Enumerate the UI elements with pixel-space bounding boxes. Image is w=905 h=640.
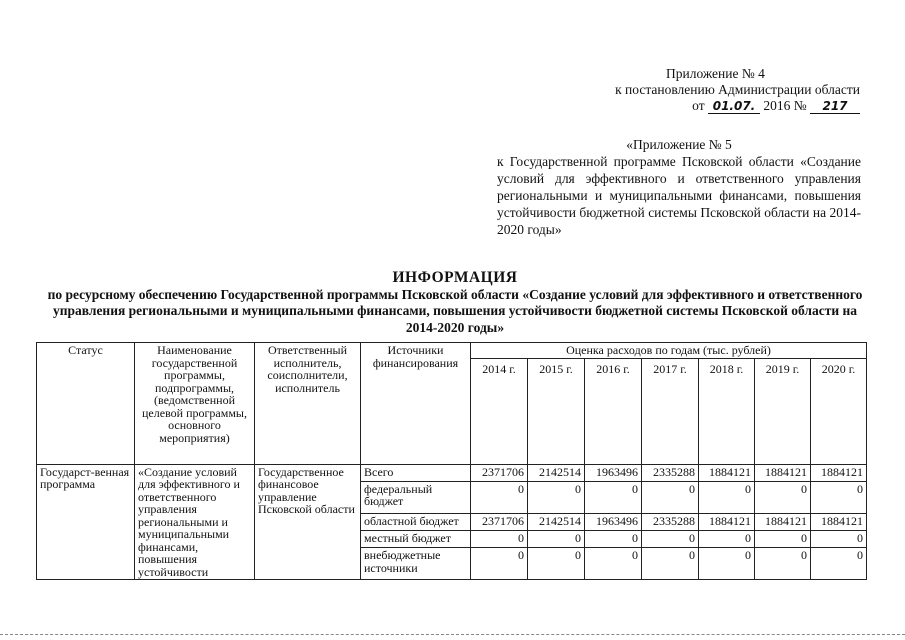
year-value: 2016	[763, 98, 791, 113]
value-cell: 0	[528, 530, 585, 547]
value-cell: 0	[585, 530, 642, 547]
value-cell: 0	[755, 530, 811, 547]
value-cell: 0	[755, 481, 811, 513]
year-header: 2015 г.	[528, 358, 585, 464]
page-bottom-edge	[0, 634, 905, 635]
value-cell: 0	[585, 548, 642, 580]
program-name: «Создание условий для эффективного и ответственного управления региональными и муниципальными финансами, повышения устойчивости	[135, 464, 255, 580]
value-cell: 0	[811, 481, 867, 513]
year-header: 2018 г.	[699, 358, 755, 464]
year-header: 2016 г.	[585, 358, 642, 464]
value-cell: 0	[528, 548, 585, 580]
heading-title: ИНФОРМАЦИЯ	[392, 269, 518, 286]
appendix-5-title: «Приложение № 5	[626, 137, 732, 152]
value-cell: 2335288	[642, 464, 699, 481]
header-status: Статус	[37, 343, 135, 465]
number-label: №	[793, 98, 807, 113]
source-cell: внебюджетные источники	[361, 548, 471, 580]
table-row	[37, 464, 867, 481]
value-cell: 0	[642, 548, 699, 580]
value-cell: 2371706	[471, 464, 528, 481]
value-cell: 0	[471, 548, 528, 580]
appendix-4-resolution-line: к постановлению Администрации области	[615, 82, 860, 97]
value-cell: 0	[811, 548, 867, 580]
year-header: 2017 г.	[642, 358, 699, 464]
value-cell: 0	[528, 481, 585, 513]
source-cell: федеральный бюджет	[361, 481, 471, 513]
value-cell: 1884121	[811, 464, 867, 481]
table-header-row	[37, 343, 867, 359]
value-cell: 2335288	[642, 513, 699, 530]
header-name: Наименование государственной программы, подпрограммы, (ведомственной целевой программы, основного мероприятия)	[135, 343, 255, 465]
year-header: 2019 г.	[755, 358, 811, 464]
heading-subtitle: по ресурсному обеспечению Государственной программы Псковской области «Создание условий для эффективного и ответственного управления региональными и муниципальными финансами, повышения устойчивости бюджетной системы Псковской области на 2014-2020 годы»	[47, 286, 863, 335]
header-sources: Источники финансирования	[361, 343, 471, 465]
value-cell: 0	[699, 530, 755, 547]
value-cell: 0	[642, 530, 699, 547]
value-cell: 1884121	[755, 513, 811, 530]
year-header: 2014 г.	[471, 358, 528, 464]
value-cell: 0	[755, 548, 811, 580]
value-cell: 0	[471, 481, 528, 513]
appendix-4-block	[560, 66, 860, 114]
source-cell: областной бюджет	[361, 513, 471, 530]
program-status: Государст-венная программа	[37, 464, 135, 580]
header-executor: Ответственный исполнитель, соисполнители, исполнитель	[255, 343, 361, 465]
value-cell: 1963496	[585, 513, 642, 530]
value-cell: 1884121	[699, 513, 755, 530]
source-cell: местный бюджет	[361, 530, 471, 547]
value-cell: 0	[642, 481, 699, 513]
value-cell: 2371706	[471, 513, 528, 530]
value-cell: 1963496	[585, 464, 642, 481]
appendix-5-body: к Государственной программе Псковской области «Создание условий для эффективного и ответственного управления региональными и муниципальными финансами, повышения устойчивости бюджетной системы Псковской области на 2014-2020 годы»	[497, 154, 861, 237]
from-label: от	[692, 98, 705, 113]
value-cell: 2142514	[528, 513, 585, 530]
value-cell: 0	[811, 530, 867, 547]
header-estimate: Оценка расходов по годам (тыс. рублей)	[471, 343, 867, 359]
source-cell: Всего	[361, 464, 471, 481]
program-executor: Государственное финансовое управление Псковской области	[255, 464, 361, 580]
value-cell: 0	[699, 548, 755, 580]
value-cell: 1884121	[811, 513, 867, 530]
appendix-4-title: Приложение № 4	[666, 66, 765, 81]
document-heading	[40, 270, 870, 336]
value-cell: 0	[471, 530, 528, 547]
value-cell: 1884121	[755, 464, 811, 481]
year-header: 2020 г.	[811, 358, 867, 464]
value-cell: 2142514	[528, 464, 585, 481]
appendix-5-block	[497, 136, 861, 238]
resource-table	[36, 342, 867, 580]
handwritten-number: 217	[810, 99, 860, 114]
value-cell: 0	[585, 481, 642, 513]
handwritten-date: 01.07.	[708, 99, 760, 114]
value-cell: 1884121	[699, 464, 755, 481]
appendix-4-date-line	[560, 98, 860, 114]
value-cell: 0	[699, 481, 755, 513]
